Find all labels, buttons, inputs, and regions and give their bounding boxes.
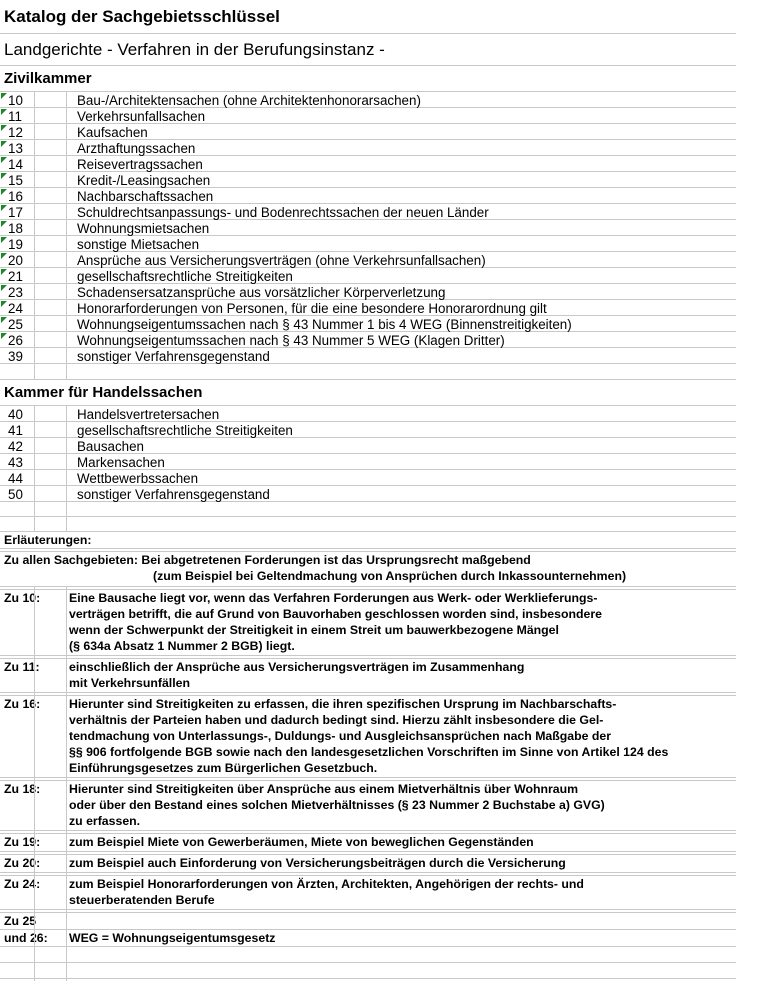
label-cell: Honorarforderungen von Personen, für die eine besondere Honorarordnung gilt <box>77 301 547 316</box>
code-cell: 15 <box>8 173 23 188</box>
note-all-line1: Zu allen Sachgebieten: Bei abgetretenen Forderungen ist das Ursprungsrecht maßgebend <box>4 553 531 567</box>
sheet-row[interactable] <box>0 947 736 963</box>
comment-marker-icon <box>1 189 7 195</box>
grid-line <box>66 406 67 532</box>
comment-marker-icon <box>1 125 7 131</box>
label-cell: Schadensersatzansprüche aus vorsätzlicher Körperverletzung <box>77 285 446 300</box>
grid-line <box>34 587 35 981</box>
note-label: Zu 16: <box>4 697 41 711</box>
note-text: §§ 906 fortfolgende BGB sowie nach den landesgesetzlichen Vorschriften im Sinne von Artikel 124 des <box>69 745 669 759</box>
label-cell: Reisevertragssachen <box>77 157 203 172</box>
label-cell: Wettbewerbssachen <box>77 471 199 486</box>
code-cell: 24 <box>8 301 23 316</box>
label-cell: Kredit-/Leasingsachen <box>77 173 211 188</box>
comment-marker-icon <box>1 93 7 99</box>
comment-marker-icon <box>1 205 7 211</box>
code-cell: 50 <box>8 487 23 502</box>
sheet-row[interactable] <box>0 913 736 930</box>
note-text: tendmachung von Unterlassungs-, Duldungs- und Ausgleichsansprüchen nach Maßgabe der <box>69 729 612 743</box>
note-text: Eine Bausache liegt vor, wenn das Verfahren Forderungen aus Werk- oder Werklieferungs- <box>69 591 598 605</box>
code-cell: 39 <box>8 349 23 364</box>
code-cell: 44 <box>8 471 23 486</box>
code-cell: 26 <box>8 333 23 348</box>
code-cell: 16 <box>8 189 23 204</box>
note-label: Zu 20: <box>4 856 41 870</box>
label-cell: gesellschaftsrechtliche Streitigkeiten <box>77 423 293 438</box>
label-cell: sonstige Mietsachen <box>77 237 200 252</box>
label-cell: sonstiger Verfahrensgegenstand <box>77 487 270 502</box>
note-text: zu erfassen. <box>69 814 141 828</box>
note-label: Zu 25 <box>4 914 37 928</box>
note-text: verträgen betrifft, die auf Grund von Bauvorhaben geschlossen worden sind, insbesondere <box>69 607 602 621</box>
note-label: und 26: <box>4 931 48 945</box>
label-cell: Schuldrechtsanpassungs- und Bodenrechtssachen der neuen Länder <box>77 205 489 220</box>
note-text: oder über den Bestand eines solchen Mietverhältnisses (§ 23 Nummer 2 Buchstabe a) GVG) <box>69 798 605 812</box>
section-heading-handel: Kammer für Handelssachen <box>4 384 203 401</box>
sheet-row[interactable] <box>0 517 736 532</box>
note-text: Hierunter sind Streitigkeiten zu erfassen, die ihren spezifischen Ursprung im Nachbarschafts- <box>69 697 617 711</box>
code-cell: 14 <box>8 157 23 172</box>
comment-marker-icon <box>1 141 7 147</box>
code-cell: 18 <box>8 221 23 236</box>
grid-line <box>66 92 67 380</box>
label-cell: Bausachen <box>77 439 145 454</box>
comment-marker-icon <box>1 301 7 307</box>
comment-marker-icon <box>1 317 7 323</box>
sheet-row[interactable] <box>0 364 736 380</box>
note-label: Zu 10: <box>4 591 41 605</box>
code-cell: 19 <box>8 237 23 252</box>
note-text: Einführungsgesetzes zum Bürgerlichen Gesetzbuch. <box>69 761 378 775</box>
note-text: mit Verkehrsunfällen <box>69 676 190 690</box>
label-cell: Kaufsachen <box>77 125 148 140</box>
comment-marker-icon <box>1 157 7 163</box>
label-cell: Nachbarschaftssachen <box>77 189 214 204</box>
grid-line <box>66 587 67 981</box>
sheet-row[interactable] <box>0 66 736 92</box>
note-label: Zu 11: <box>4 660 40 674</box>
code-cell: 13 <box>8 141 23 156</box>
code-cell: 23 <box>8 285 23 300</box>
note-text: verhältnis der Parteien haben und dadurch bedingt sind. Hierzu zählt insbesondere die Gel- <box>69 713 604 727</box>
note-text: WEG = Wohnungseigentumsgesetz <box>69 931 276 945</box>
note-label: Zu 18: <box>4 782 41 796</box>
comment-marker-icon <box>1 173 7 179</box>
comment-marker-icon <box>1 269 7 275</box>
comment-marker-icon <box>1 109 7 115</box>
label-cell: gesellschaftsrechtliche Streitigkeiten <box>77 269 293 284</box>
sheet-row[interactable] <box>0 532 736 549</box>
note-text: steuerberatenden Berufe <box>69 893 215 907</box>
code-cell: 40 <box>8 407 23 422</box>
code-cell: 43 <box>8 455 23 470</box>
label-cell: Wohnungseigentumssachen nach § 43 Nummer 1 bis 4 WEG (Binnenstreitigkeiten) <box>77 317 572 332</box>
sheet-title: Katalog der Sachgebietsschlüssel <box>4 7 280 26</box>
note-text: einschließlich der Ansprüche aus Versicherungsverträgen im Zusammenhang <box>69 660 525 674</box>
note-text: zum Beispiel auch Einforderung von Versicherungsbeiträgen durch die Versicherung <box>69 856 566 870</box>
code-cell: 11 <box>8 109 22 124</box>
note-label: Zu 19: <box>4 835 41 849</box>
code-cell: 41 <box>8 423 23 438</box>
note-label: Zu 24: <box>4 877 41 891</box>
label-cell: Ansprüche aus Versicherungsverträgen (ohne Verkehrsunfallsachen) <box>77 253 486 268</box>
note-text: zum Beispiel Honorarforderungen von Ärzten, Architekten, Angehörigen der rechts- und <box>69 877 584 891</box>
note-text: (§ 634a Absatz 1 Nummer 2 BGB) liegt. <box>69 639 295 653</box>
comment-marker-icon <box>1 237 7 243</box>
sheet-subtitle: Landgerichte - Verfahren in der Berufungsinstanz - <box>4 40 385 59</box>
code-cell: 20 <box>8 253 23 268</box>
code-cell: 42 <box>8 439 23 454</box>
comment-marker-icon <box>1 285 7 291</box>
grid-line <box>34 92 35 380</box>
comment-marker-icon <box>1 253 7 259</box>
sheet-row[interactable] <box>0 502 736 517</box>
label-cell: sonstiger Verfahrensgegenstand <box>77 349 270 364</box>
note-text: zum Beispiel Miete von Gewerberäumen, Miete von beweglichen Gegenständen <box>69 835 534 849</box>
label-cell: Bau-/Architektensachen (ohne Architektenhonorarsachen) <box>77 93 421 108</box>
notes-heading: Erläuterungen: <box>4 533 92 547</box>
note-text: wenn der Schwerpunkt der Streitigkeit in einem Streit um bauwerkbezogene Mängel <box>69 623 559 637</box>
comment-marker-icon <box>1 221 7 227</box>
section-heading-zivil: Zivilkammer <box>4 70 92 87</box>
label-cell: Handelsvertretersachen <box>77 407 220 422</box>
note-all-line2: (zum Beispiel bei Geltendmachung von Ansprüchen durch Inkassounternehmen) <box>153 569 627 583</box>
sheet-row[interactable] <box>0 963 736 979</box>
label-cell: Wohnungsmietsachen <box>77 221 210 236</box>
label-cell: Markensachen <box>77 455 165 470</box>
label-cell: Verkehrsunfallsachen <box>77 109 206 124</box>
code-cell: 12 <box>8 125 23 140</box>
code-cell: 25 <box>8 317 23 332</box>
code-cell: 21 <box>8 269 23 284</box>
note-text: Hierunter sind Streitigkeiten über Ansprüche aus einem Mietverhältnis über Wohnraum <box>69 782 579 796</box>
comment-marker-icon <box>1 333 7 339</box>
code-cell: 17 <box>8 205 23 220</box>
label-cell: Wohnungseigentumssachen nach § 43 Nummer 5 WEG (Klagen Dritter) <box>77 333 505 348</box>
label-cell: Arzthaftungssachen <box>77 141 196 156</box>
code-cell: 10 <box>8 93 23 108</box>
grid-line <box>34 406 35 532</box>
